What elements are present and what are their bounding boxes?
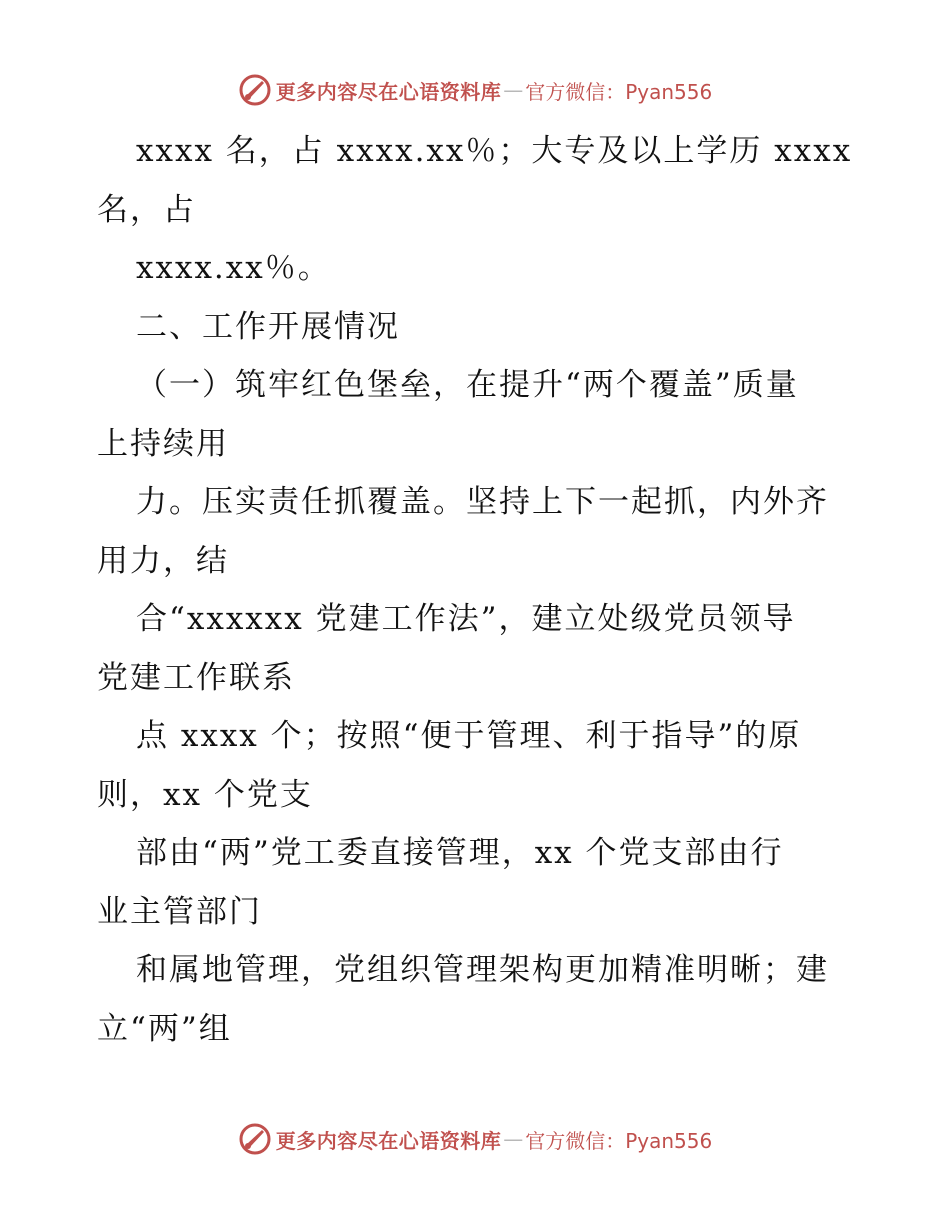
header-banner-text: 更多内容尽在心语资料库 [275, 79, 502, 104]
header-banner-wechat: 官方微信：Pyan556 [525, 79, 713, 104]
paragraph-line: 上持续用 [97, 425, 229, 462]
document-body [97, 122, 857, 1058]
paragraph-line: 名，占 [97, 191, 196, 228]
paragraph-line: 点 xxxx 个；按照“便于管理、利于指导”的原 [136, 718, 802, 754]
paragraph-line: xxxx 名，占 xxxx.xx％；大专及以上学历 xxxx [136, 133, 853, 169]
subsection-heading: （一）筑牢红色堡垒，在提升“两个覆盖”质量 [136, 367, 799, 403]
footer-banner-wechat: 官方微信：Pyan556 [525, 1128, 713, 1153]
paragraph-line: 立“两”组 [97, 1010, 232, 1047]
footer-banner-text: 更多内容尽在心语资料库 [275, 1128, 502, 1153]
paragraph-line: 力。压实责任抓覆盖。坚持上下一起抓，内外齐 [136, 484, 829, 520]
paragraph-line: 用力，结 [97, 542, 229, 579]
paragraph-line: xxxx.xx％。 [136, 250, 331, 286]
footer-banner-separator: — [503, 1127, 524, 1151]
red-circular-quill-logo-icon [238, 73, 272, 107]
paragraph-line: 和属地管理，党组织管理架构更加精准明晰；建 [136, 952, 829, 988]
paragraph-line: 党建工作联系 [97, 659, 295, 696]
section-heading: 二、工作开展情况 [136, 308, 400, 345]
footer-banner [0, 1117, 950, 1161]
paragraph-line: 则，xx 个党支 [97, 776, 313, 813]
paragraph-line: 部由“两”党工委直接管理，xx 个党支部由行 [136, 835, 784, 871]
red-circular-quill-logo-icon [238, 1122, 272, 1156]
paragraph-line: 合“xxxxxx 党建工作法”，建立处级党员领导 [136, 601, 796, 637]
header-banner [0, 68, 950, 112]
paragraph-line: 业主管部门 [97, 893, 262, 930]
header-banner-separator: — [503, 78, 524, 102]
